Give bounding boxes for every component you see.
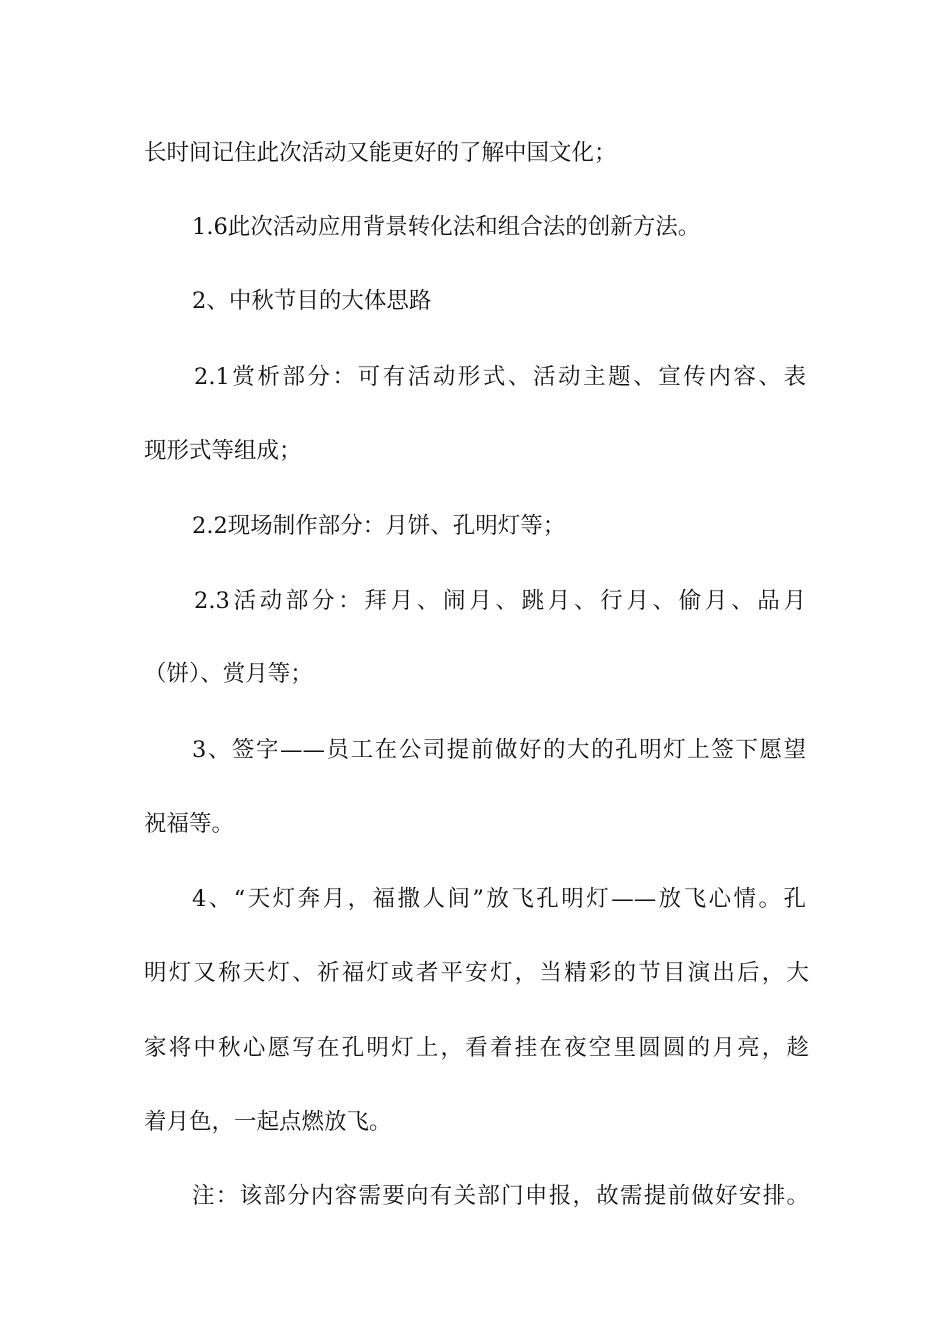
text-line-8: （饼）、赏月等； (144, 661, 313, 687)
text-line-5: 现形式等组成； (144, 438, 302, 464)
text-line-1: 长时间记住此次活动又能更好的了解中国文化； (144, 140, 617, 166)
text-line-10: 祝福等。 (144, 811, 235, 837)
text-line-15: 注：该部分内容需要向有关部门申报，故需提前做好安排。 (192, 1183, 809, 1209)
text-line-9: 3、签字——员工在公司提前做好的大的孔明灯上签下愿望 (192, 737, 806, 763)
text-line-6: 2.2现场制作部分：月饼、孔明灯等； (192, 513, 566, 539)
text-line-2: 1.6此次活动应用背景转化法和组合法的创新方法。 (192, 214, 701, 240)
text-line-12: 明灯又称天灯、祈福灯或者平安灯，当精彩的节目演出后，大 (144, 960, 809, 986)
text-line-13: 家将中秋心愿写在孔明灯上，看着挂在夜空里圆圆的月亮，趁 (144, 1035, 809, 1061)
text-line-14: 着月色，一起点燃放飞。 (144, 1109, 392, 1135)
text-line-11: 4、“天灯奔月，福撒人间”放飞孔明灯——放飞心情。孔 (192, 886, 806, 912)
text-line-3: 2、中秋节目的大体思路 (192, 288, 432, 314)
text-line-7: 2.3活动部分：拜月、闹月、跳月、行月、偷月、品月 (194, 588, 806, 614)
text-line-4: 2.1赏析部分：可有活动形式、活动主题、宣传内容、表 (194, 364, 806, 390)
